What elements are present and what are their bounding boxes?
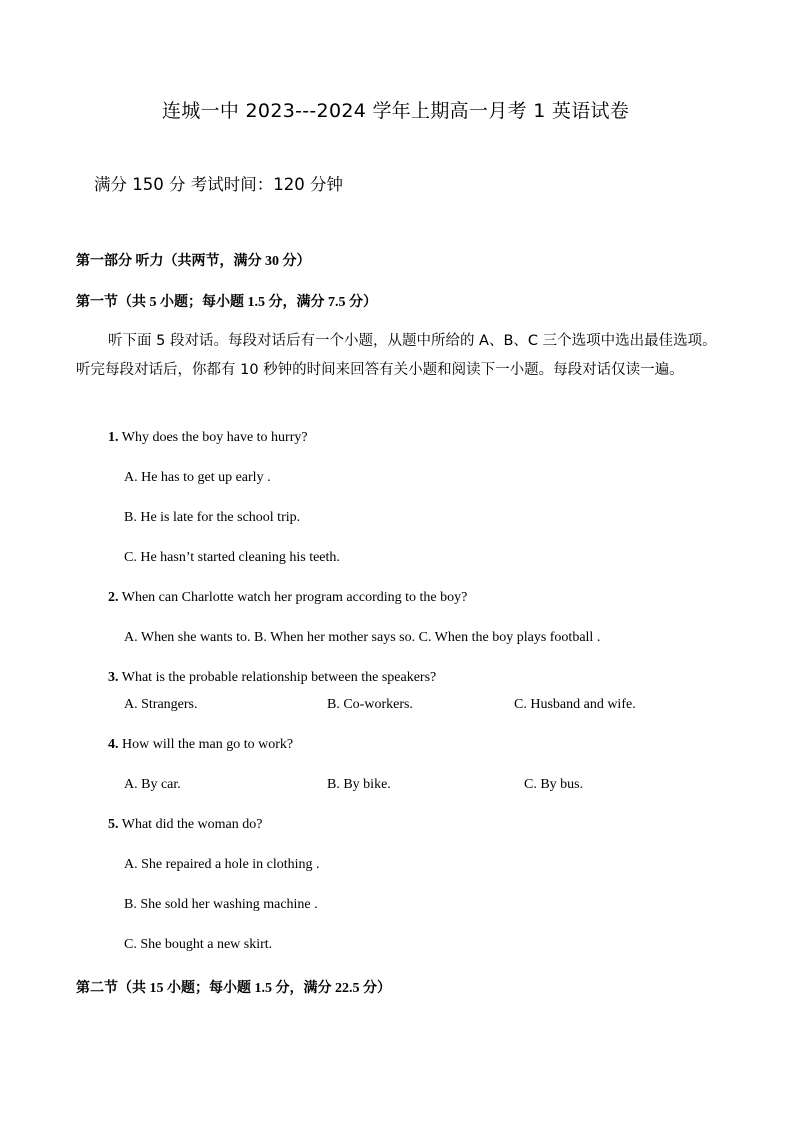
q5-option-b: B. She sold her washing machine . [124,897,318,912]
question-number: 4. [108,737,119,752]
page-title: 连城一中 2023---2024 学年上期高一月考 1 英语试卷 [162,100,630,122]
question-4 [108,737,293,753]
q3-option-a: A. Strangers. [124,697,198,712]
question-number: 3. [108,670,119,685]
question-3 [108,670,436,686]
question-number: 2. [108,590,119,605]
question-text: What is the probable relationship between the speakers? [121,670,437,685]
q1-option-a: A. He has to get up early . [124,470,271,485]
section1-heading: 第一节（共 5 小题；每小题 1.5 分，满分 7.5 分） [76,295,377,310]
listening-instructions: 听下面 5 段对话。每段对话后有一个小题，从题中所给的 A、B、C 三个选项中选出最佳选项。听完每段对话后，你都有 10 秒钟的时间来回答有关小题和阅读下一小题。每段对话仅读一遍。 [76,333,717,378]
q1-option-b: B. He is late for the school trip. [124,510,301,525]
question-text: What did the woman do? [121,817,263,832]
question-5 [108,817,263,833]
section2-heading: 第二节（共 15 小题；每小题 1.5 分，满分 22.5 分） [76,981,391,996]
q3-option-c: C. Husband and wife. [514,697,636,712]
question-text: When can Charlotte watch her program according to the boy? [121,590,468,605]
q4-option-c: C. By bus. [524,777,584,792]
exam-meta: 满分 150 分 考试时间：120 分钟 [94,175,343,194]
question-text: Why does the boy have to hurry? [121,430,308,445]
q5-option-c: C. She bought a new skirt. [124,937,273,952]
part1-heading: 第一部分 听力（共两节，满分 30 分） [76,254,311,269]
question-text: How will the man go to work? [122,737,294,752]
q4-option-a: A. By car. [124,777,181,792]
question-number: 5. [108,817,119,832]
question-number: 1. [108,430,119,445]
q3-option-b: B. Co-workers. [327,697,413,712]
question-2 [108,590,467,606]
q4-option-b: B. By bike. [327,777,391,792]
q1-option-c: C. He hasn’t started cleaning his teeth. [124,550,340,565]
q2-options: A. When she wants to. B. When her mother says so. C. When the boy plays football . [124,630,601,645]
question-1 [108,430,308,446]
q5-option-a: A. She repaired a hole in clothing . [124,857,320,872]
